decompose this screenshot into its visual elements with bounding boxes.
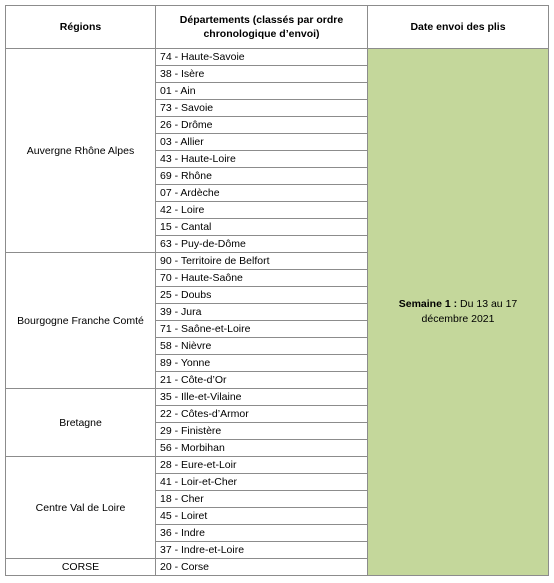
header-regions: Régions xyxy=(6,6,156,49)
region-cell: Bourgogne Franche Comté xyxy=(6,253,156,389)
department-cell: 20 - Corse xyxy=(156,559,368,576)
schedule-table xyxy=(5,5,549,576)
region-cell: Bretagne xyxy=(6,389,156,457)
date-week-label: Semaine 1 : xyxy=(398,298,458,310)
department-cell: 58 - Nièvre xyxy=(156,338,368,355)
date-range-text: Du 13 au 17 décembre 2021 xyxy=(421,298,518,325)
department-cell: 42 - Loire xyxy=(156,202,368,219)
department-cell: 41 - Loir-et-Cher xyxy=(156,474,368,491)
department-cell: 70 - Haute-Saône xyxy=(156,270,368,287)
department-cell: 63 - Puy-de-Dôme xyxy=(156,236,368,253)
department-cell: 22 - Côtes-d’Armor xyxy=(156,406,368,423)
table-row xyxy=(6,49,549,66)
department-cell: 29 - Finistère xyxy=(156,423,368,440)
department-cell: 56 - Morbihan xyxy=(156,440,368,457)
department-cell: 28 - Eure-et-Loir xyxy=(156,457,368,474)
region-cell: Auvergne Rhône Alpes xyxy=(6,49,156,253)
department-cell: 43 - Haute-Loire xyxy=(156,151,368,168)
department-cell: 21 - Côte-d’Or xyxy=(156,372,368,389)
department-cell: 37 - Indre-et-Loire xyxy=(156,542,368,559)
department-cell: 73 - Savoie xyxy=(156,100,368,117)
department-cell: 90 - Territoire de Belfort xyxy=(156,253,368,270)
date-cell xyxy=(368,49,549,576)
department-cell: 69 - Rhône xyxy=(156,168,368,185)
department-cell: 45 - Loiret xyxy=(156,508,368,525)
department-cell: 39 - Jura xyxy=(156,304,368,321)
department-cell: 25 - Doubs xyxy=(156,287,368,304)
department-cell: 01 - Ain xyxy=(156,83,368,100)
department-cell: 15 - Cantal xyxy=(156,219,368,236)
header-date: Date envoi des plis xyxy=(368,6,549,49)
department-cell: 89 - Yonne xyxy=(156,355,368,372)
department-cell: 71 - Saône-et-Loire xyxy=(156,321,368,338)
header-row xyxy=(6,6,549,49)
department-cell: 26 - Drôme xyxy=(156,117,368,134)
region-cell: Centre Val de Loire xyxy=(6,457,156,559)
schedule-table-container xyxy=(5,5,549,576)
department-cell: 38 - Isère xyxy=(156,66,368,83)
department-cell: 18 - Cher xyxy=(156,491,368,508)
header-departments: Départements (classés par ordre chronologique d’envoi) xyxy=(156,6,368,49)
table-body xyxy=(6,49,549,576)
department-cell: 36 - Indre xyxy=(156,525,368,542)
department-cell: 74 - Haute-Savoie xyxy=(156,49,368,66)
department-cell: 03 - Allier xyxy=(156,134,368,151)
department-cell: 07 - Ardèche xyxy=(156,185,368,202)
region-cell: CORSE xyxy=(6,559,156,576)
department-cell: 35 - Ille-et-Vilaine xyxy=(156,389,368,406)
